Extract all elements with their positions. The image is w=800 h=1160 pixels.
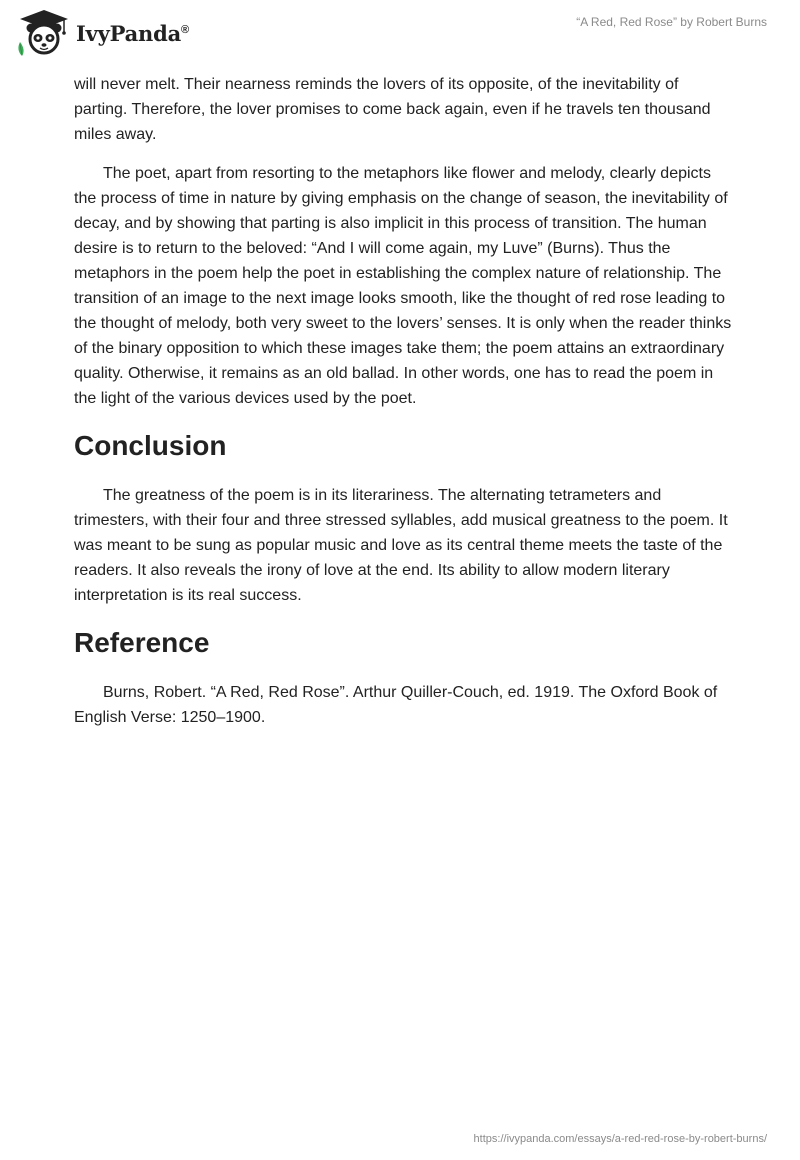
reference-heading: Reference <box>74 627 210 658</box>
brand-logo[interactable] <box>14 8 189 58</box>
conclusion-paragraph: The greatness of the poem is in its literariness. The alternating tetrameters and trimesters, with their four and three stressed syllables, add musical greatness to the poem. It was meant to be sung as popular music and love as its central theme meets the taste of the readers. It also reveals the irony of love at the end. Its ability to allow modern literary interpretation is its real success. <box>74 487 728 604</box>
panda-graduation-logo-icon <box>14 8 74 58</box>
page-header <box>0 0 800 70</box>
brand-name: IvyPanda® <box>76 20 189 46</box>
reference-entry: Burns, Robert. “A Red, Red Rose”. Arthur Quiller-Couch, ed. 1919. The Oxford Book of English Verse: 1250–1900. <box>74 684 718 726</box>
paragraph-continued: will never melt. Their nearness reminds the lovers of its opposite, of the inevitability of parting. Therefore, the lover promises to come back again, even if he travels ten thousand miles away. <box>74 76 711 143</box>
essay-content <box>74 70 734 730</box>
paragraph-poet-analysis: The poet, apart from resorting to the metaphors like flower and melody, clearly depicts the process of time in nature by giving emphasis on the change of season, the inevitability of decay, and by showing that parting is also implicit in this process of transition. The human desire is to return to the beloved: “And I will come again, my Luve” (Burns). Thus the metaphors in the poem help the poet in establishing the complex nature of relationship. The transition of an image to the next image looks smooth, like the thought of red rose leading to the thought of melody, both very sweet to the lovers’ senses. It is only when the reader thinks of the binary opposition to which these images take them; the poem attains an extraordinary quality. Otherwise, it remains as an old ballad. In other words, one has to read the poem in the light of the various devices used by the poet. <box>74 165 732 407</box>
document-title: “A Red, Red Rose” by Robert Burns <box>576 15 767 29</box>
source-url-link[interactable]: https://ivypanda.com/essays/a-red-red-rose-by-robert-burns/ <box>473 1133 767 1145</box>
conclusion-heading: Conclusion <box>74 430 227 461</box>
